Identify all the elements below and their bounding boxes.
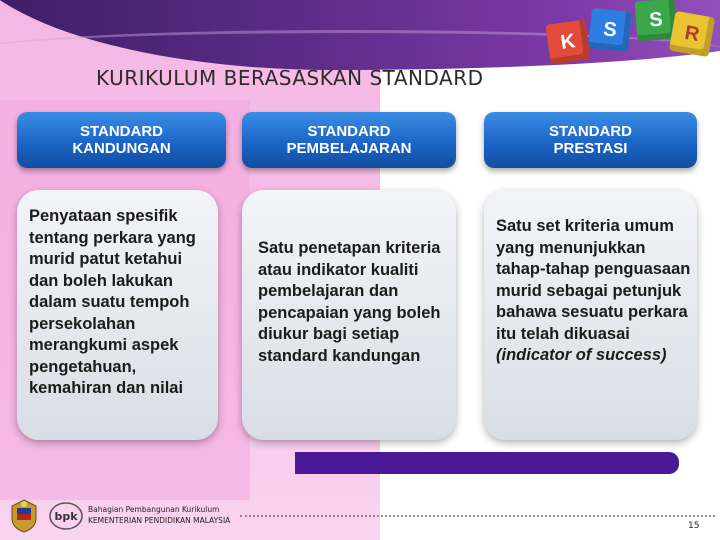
footer-line-2: KEMENTERIAN PENDIDIKAN MALAYSIA: [88, 516, 231, 525]
kssr-cube-s2: S: [635, 0, 678, 41]
page-number: 15: [688, 521, 700, 531]
panel-standard-pembelajaran: [242, 190, 456, 440]
panel-standard-prestasi: [484, 190, 697, 440]
bpk-logo-text: bpk: [54, 510, 78, 523]
panel-prestasi-italic: (indicator of success): [496, 346, 667, 364]
kssr-cube-k: K: [545, 19, 590, 64]
header-standard-prestasi: STANDARD PRESTASI: [484, 112, 697, 168]
footer-dotted-divider: [240, 515, 715, 517]
header-standard-pembelajaran: STANDARD PEMBELAJARAN: [242, 112, 456, 168]
purple-accent-bar: [295, 452, 679, 474]
malaysia-crest-logo: [6, 498, 42, 534]
kssr-cube-s1: S: [588, 8, 632, 52]
header-standard-kandungan: STANDARD KANDUNGAN: [17, 112, 226, 168]
bpk-logo-mark: [48, 500, 84, 532]
kssr-cube-r: R: [669, 11, 715, 57]
footer-line-1: Bahagian Pembangunan Kurikulum: [88, 505, 220, 514]
page-title: KURIKULUM BERASASKAN STANDARD: [96, 66, 484, 90]
panel-standard-kandungan: [17, 190, 218, 440]
panel-prestasi-text: Satu set kriteria umum yang menunjukkan tahap-tahap penguasaan murid sebagai petunjuk bahawa sesuatu perkara itu telah dikuasai (indicator of success): [496, 217, 691, 364]
panel-kandungan-text: Penyataan spesifik tentang perkara yang murid patut ketahui dan boleh lakukan dalam suatu tempoh persekolahan merangkumi aspek pengetahuan, kemahiran dan nilai: [29, 207, 196, 397]
panel-pembelajaran-text: Satu penetapan kriteria atau indikator kualiti pembelajaran dan pencapaian yang boleh diukur bagi setiap standard kandungan: [258, 239, 441, 365]
bpk-logo: [48, 500, 84, 532]
footer-organisation: [88, 504, 230, 526]
